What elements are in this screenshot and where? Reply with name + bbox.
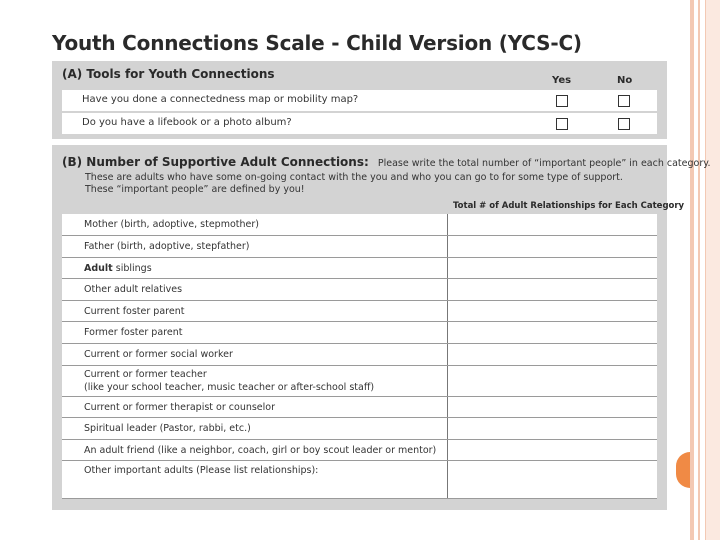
table-row	[62, 214, 657, 236]
category-label: Current or former therapist or counselor	[84, 402, 276, 413]
yes-checkbox[interactable]	[556, 95, 568, 107]
table-row	[62, 418, 657, 440]
category-label: Current or former social worker	[84, 349, 233, 360]
table-row	[62, 236, 657, 258]
column-header-total: Total # of Adult Relationships for Each Category	[453, 201, 685, 211]
description-line: These are adults who have some on-going contact with the you and who you can go to for some type of support.	[85, 172, 623, 183]
adult-connections-table	[62, 214, 657, 499]
section-b-instruction: Please write the total number of “important people” in each category.	[377, 158, 711, 169]
decorative-border-strip	[690, 0, 694, 540]
decorative-border-strip	[705, 0, 720, 540]
question-row	[62, 113, 657, 134]
question-text: Do you have a lifebook or a photo album?	[82, 117, 292, 128]
column-header-no: No	[617, 75, 633, 86]
category-label	[84, 262, 152, 275]
category-label: Father (birth, adoptive, stepfather)	[84, 241, 250, 252]
category-label: An adult friend (like a neighbor, coach, girl or boy scout leader or mentor)	[84, 445, 437, 456]
section-b-adult-connections	[52, 145, 711, 510]
category-label: Former foster parent	[84, 327, 183, 338]
no-checkbox[interactable]	[618, 118, 630, 130]
section-b-title: (B) Number of Supportive Adult Connections:	[62, 155, 369, 169]
category-label-sub: (like your school teacher, music teacher or after-school staff)	[84, 382, 375, 393]
table-row	[62, 322, 657, 344]
table-row	[62, 258, 657, 279]
table-row	[62, 344, 657, 366]
category-label-rest: siblings	[115, 263, 152, 274]
category-label-bold: Adult	[84, 263, 113, 274]
no-checkbox[interactable]	[618, 95, 630, 107]
category-label: Spiritual leader (Pastor, rabbi, etc.)	[84, 423, 251, 434]
table-row	[62, 366, 657, 397]
question-row	[62, 90, 657, 111]
column-header-yes: Yes	[552, 75, 572, 86]
table-row	[62, 301, 657, 322]
section-a-tools	[52, 61, 667, 139]
page-title: Youth Connections Scale - Child Version (YCS-C)	[52, 31, 582, 55]
yes-checkbox[interactable]	[556, 118, 568, 130]
category-label: Other adult relatives	[84, 284, 183, 295]
table-row	[62, 440, 657, 461]
category-label: Current or former teacher	[84, 369, 207, 380]
category-label: Other important adults (Please list relationships):	[84, 465, 319, 476]
decorative-border-strip	[698, 0, 700, 540]
section-b-description	[85, 172, 623, 196]
section-a-title: (A) Tools for Youth Connections	[62, 67, 275, 81]
decorative-accent-tab	[676, 452, 690, 488]
table-row	[62, 279, 657, 301]
section-b-header	[62, 151, 711, 170]
category-label: Current foster parent	[84, 306, 185, 317]
description-line: These “important people” are defined by you!	[85, 184, 305, 195]
question-text: Have you done a connectedness map or mobility map?	[82, 94, 359, 105]
category-label: Mother (birth, adoptive, stepmother)	[84, 219, 259, 230]
table-row	[62, 397, 657, 418]
table-row	[62, 461, 657, 499]
